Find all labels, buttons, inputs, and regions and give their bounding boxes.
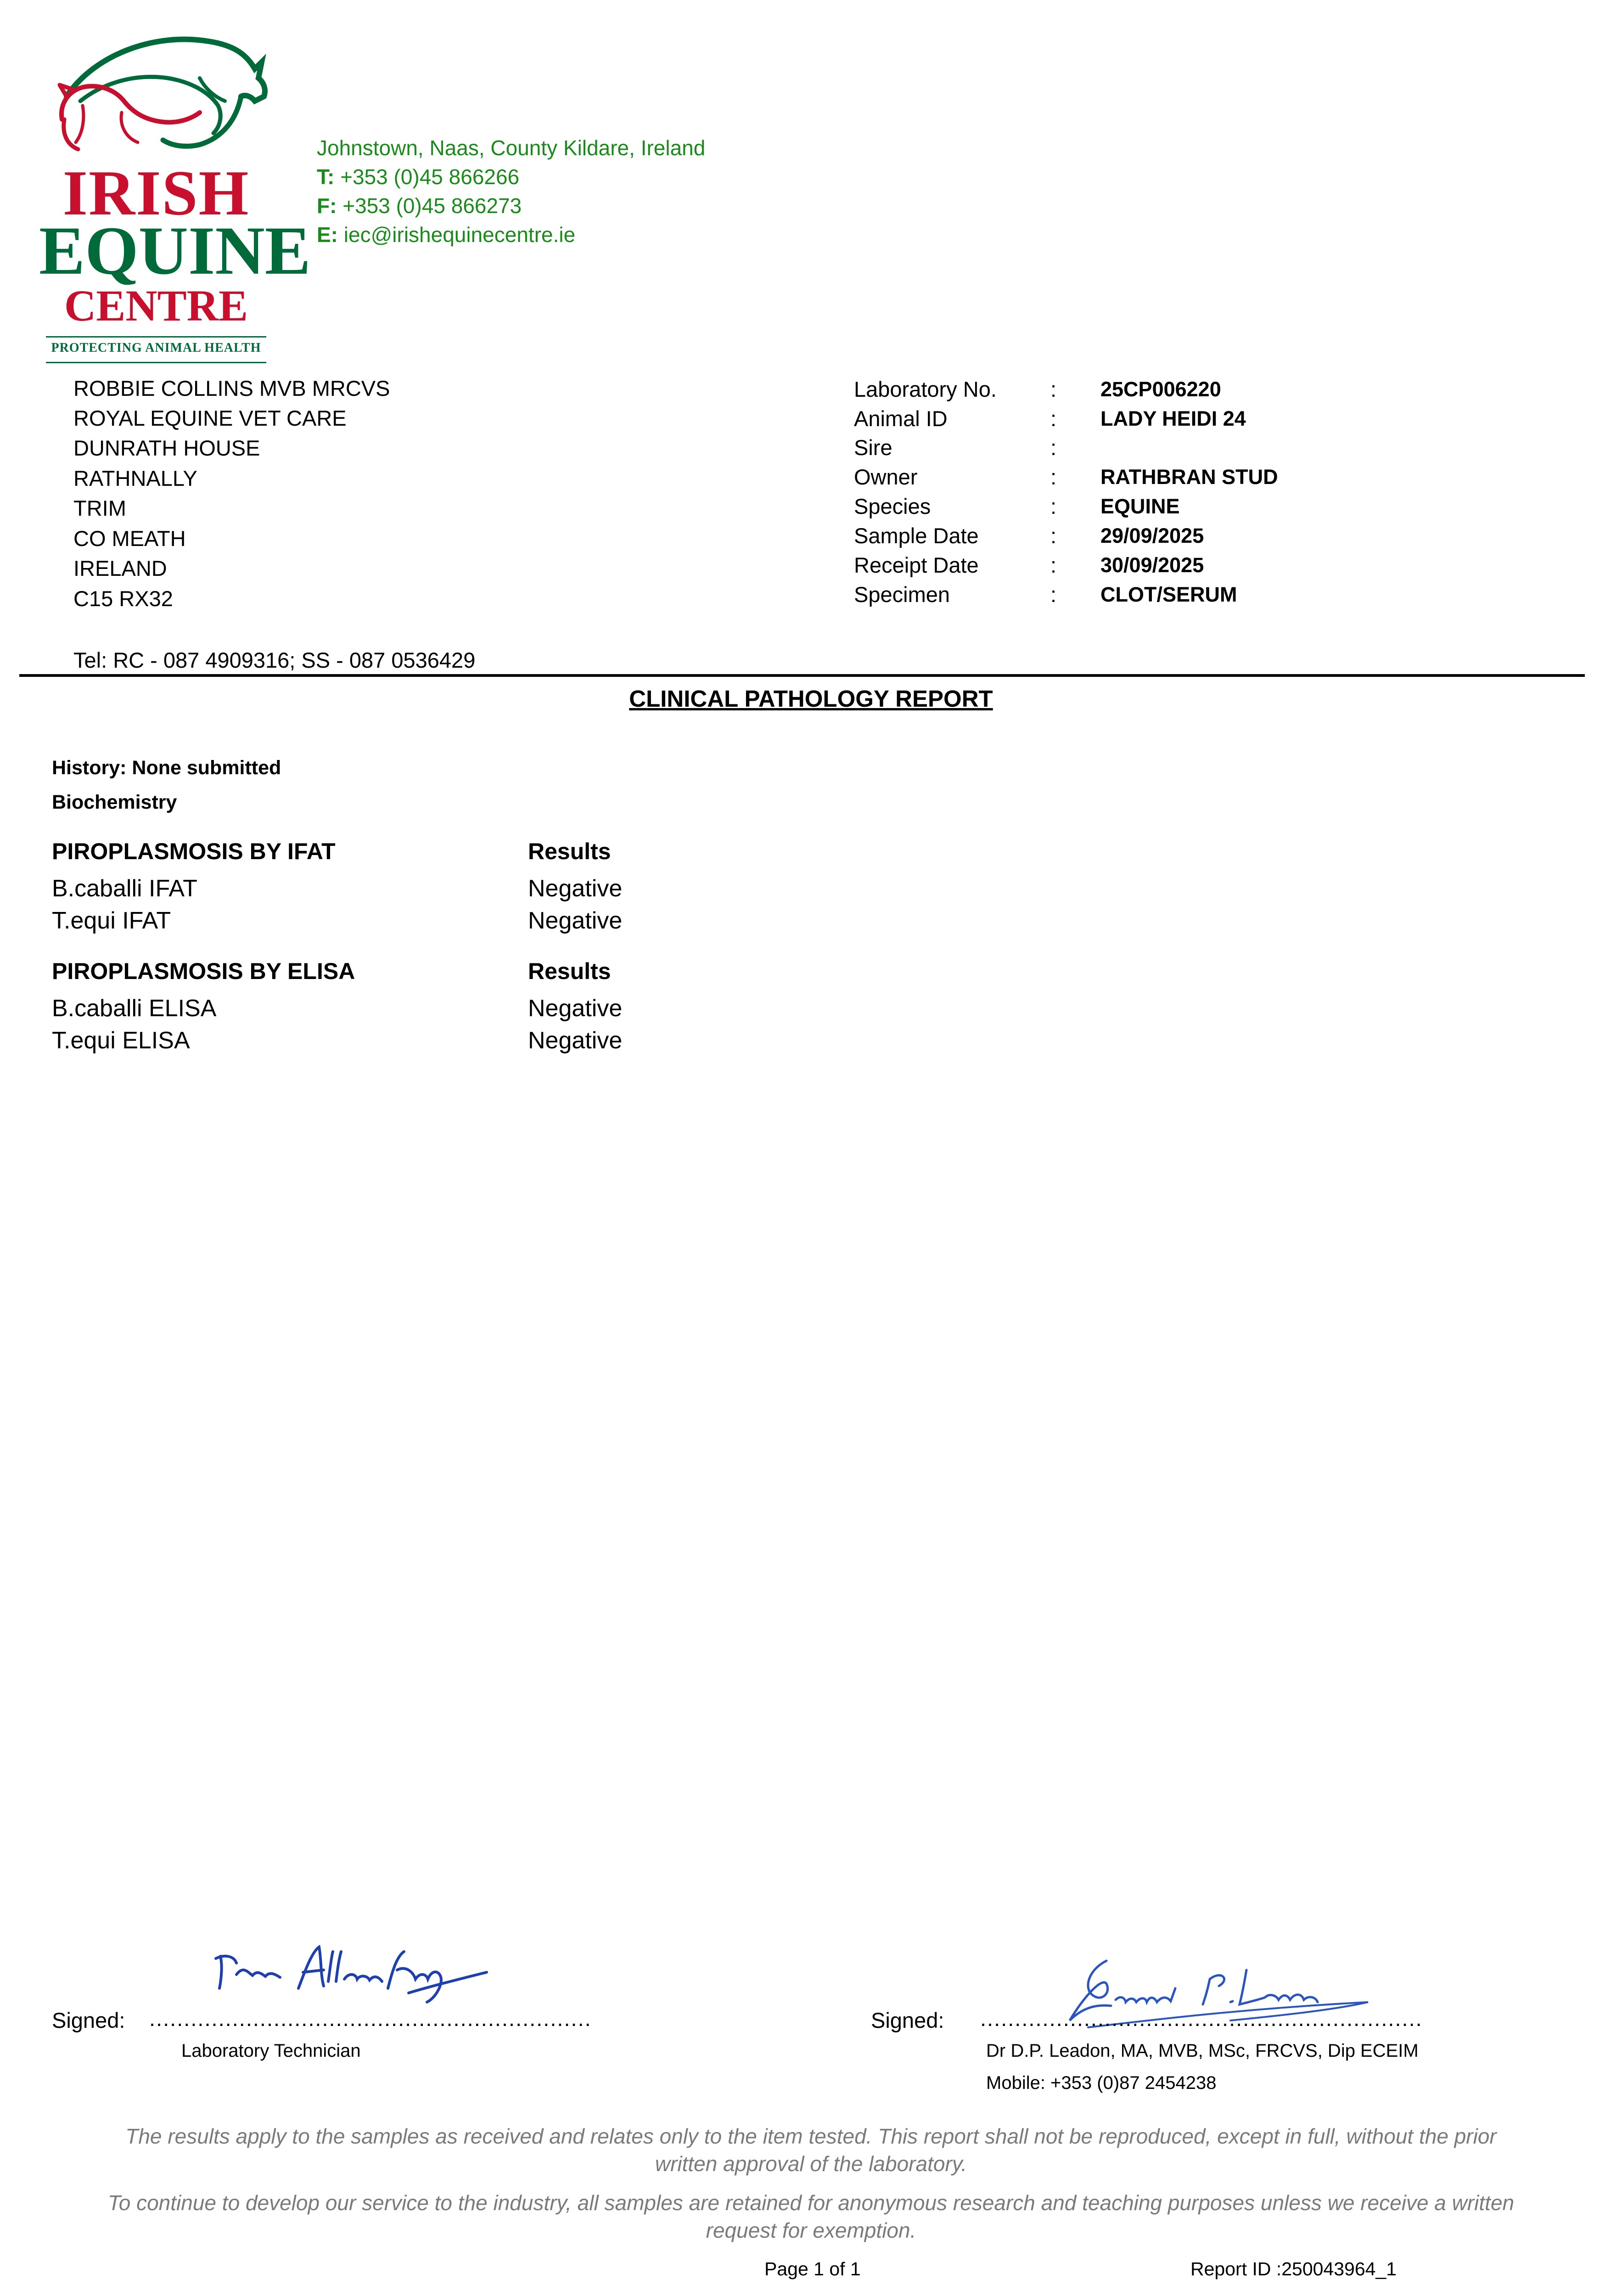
fax-number: +353 (0)45 866273 [342, 194, 522, 218]
test-name: B.caballi ELISA [52, 995, 217, 1022]
detail-value-species: EQUINE [1100, 495, 1180, 518]
detail-label: Laboratory No. [854, 377, 997, 401]
phone-number: +353 (0)45 866266 [340, 165, 520, 189]
detail-value-specimen: CLOT/SERUM [1100, 583, 1237, 606]
lab-email [317, 222, 575, 247]
category-heading: Biochemistry [52, 791, 177, 813]
logo-word-centre: CENTRE [64, 281, 248, 330]
detail-colon: : [1050, 553, 1057, 577]
detail-value-animal-id: LADY HEIDI 24 [1100, 407, 1246, 430]
test-result: Negative [528, 1027, 623, 1054]
detail-colon: : [1050, 435, 1057, 460]
director-mobile: Mobile: +353 (0)87 2454238 [986, 2073, 1217, 2093]
detail-label: Sample Date [854, 523, 979, 548]
test-result: Negative [528, 875, 623, 902]
detail-colon: : [1050, 582, 1057, 607]
signed-label-right: Signed: [871, 2008, 944, 2032]
logo-word-equine: EQUINE [39, 213, 311, 289]
disclaimer-retention: To continue to develop our service to the industry, all samples are retained for anonymous research and teaching purposes unless we receive a written request for exemption. [107, 2191, 1515, 2242]
header-divider [19, 674, 1585, 677]
detail-colon: : [1050, 465, 1057, 489]
phone-label: T: [317, 165, 335, 189]
recipient-line: IRELAND [73, 556, 167, 580]
detail-value-sample-date: 29/09/2025 [1100, 524, 1204, 547]
detail-colon: : [1050, 406, 1057, 431]
logo-word-irish: IRISH [62, 158, 250, 229]
report-title: CLINICAL PATHOLOGY REPORT [629, 686, 993, 712]
recipient-line: RATHNALLY [73, 466, 197, 490]
email-address: iec@irishequinecentre.ie [343, 223, 576, 247]
fax-label: F: [317, 194, 337, 218]
detail-label: Specimen [854, 582, 950, 607]
detail-colon: : [1050, 377, 1057, 401]
recipient-line: TRIM [73, 496, 126, 520]
technician-role: Laboratory Technician [181, 2041, 361, 2061]
disclaimer-results: The results apply to the samples as received and relates only to the item tested. This report shall not be reproduced, except in full, without the prior written approval of the laboratory. [125, 2124, 1497, 2176]
lab-phone [317, 164, 519, 189]
detail-colon: : [1050, 523, 1057, 548]
section-heading-ifat: PIROPLASMOSIS BY IFAT [52, 838, 336, 864]
test-result: Negative [528, 995, 623, 1022]
detail-value-owner: RATHBRAN STUD [1100, 465, 1278, 489]
logo-tagline: PROTECTING ANIMAL HEALTH [51, 341, 261, 355]
report-id: Report ID :250043964_1 [1190, 2258, 1397, 2279]
recipient-line: ROYAL EQUINE VET CARE [73, 406, 347, 430]
irish-equine-centre-logo [39, 28, 311, 355]
signature-line-left: ................................................................ [149, 2006, 592, 2031]
recipient-line: C15 RX32 [73, 586, 173, 611]
email-label: E: [317, 223, 338, 247]
recipient-line: DUNRATH HOUSE [73, 436, 260, 460]
detail-label: Animal ID [854, 406, 948, 431]
section-heading-elisa: PIROPLASMOSIS BY ELISA [52, 958, 355, 984]
technician-signature-image [211, 1938, 496, 2007]
results-heading: Results [528, 958, 611, 984]
horse-logo-icon [39, 28, 273, 161]
detail-label: Receipt Date [854, 553, 979, 577]
history-line: History: None submitted [52, 757, 281, 779]
recipient-line: CO MEATH [73, 526, 186, 551]
signature-line-right: ................................................................ [980, 2006, 1423, 2031]
recipient-line: ROBBIE COLLINS MVB MRCVS [73, 376, 390, 400]
detail-label: Species [854, 494, 931, 518]
page-number: Page 1 of 1 [764, 2258, 861, 2279]
test-name: B.caballi IFAT [52, 875, 197, 902]
director-name: Dr D.P. Leadon, MA, MVB, MSc, FRCVS, Dip ECEIM [986, 2041, 1419, 2061]
signed-label-left: Signed: [52, 2008, 125, 2032]
lab-fax [317, 193, 522, 218]
detail-label: Owner [854, 465, 918, 489]
test-name: T.equi IFAT [52, 907, 171, 934]
logo-divider-top [46, 336, 266, 338]
detail-value-receipt-date: 30/09/2025 [1100, 553, 1204, 577]
lab-address: Johnstown, Naas, County Kildare, Ireland [317, 136, 706, 160]
detail-colon: : [1050, 494, 1057, 518]
test-name: T.equi ELISA [52, 1027, 190, 1054]
results-heading: Results [528, 838, 611, 864]
detail-value-lab-no: 25CP006220 [1100, 377, 1221, 401]
test-result: Negative [528, 907, 623, 934]
logo-divider-bottom [46, 362, 266, 363]
detail-label: Sire [854, 435, 892, 460]
recipient-tel: Tel: RC - 087 4909316; SS - 087 0536429 [73, 648, 476, 672]
